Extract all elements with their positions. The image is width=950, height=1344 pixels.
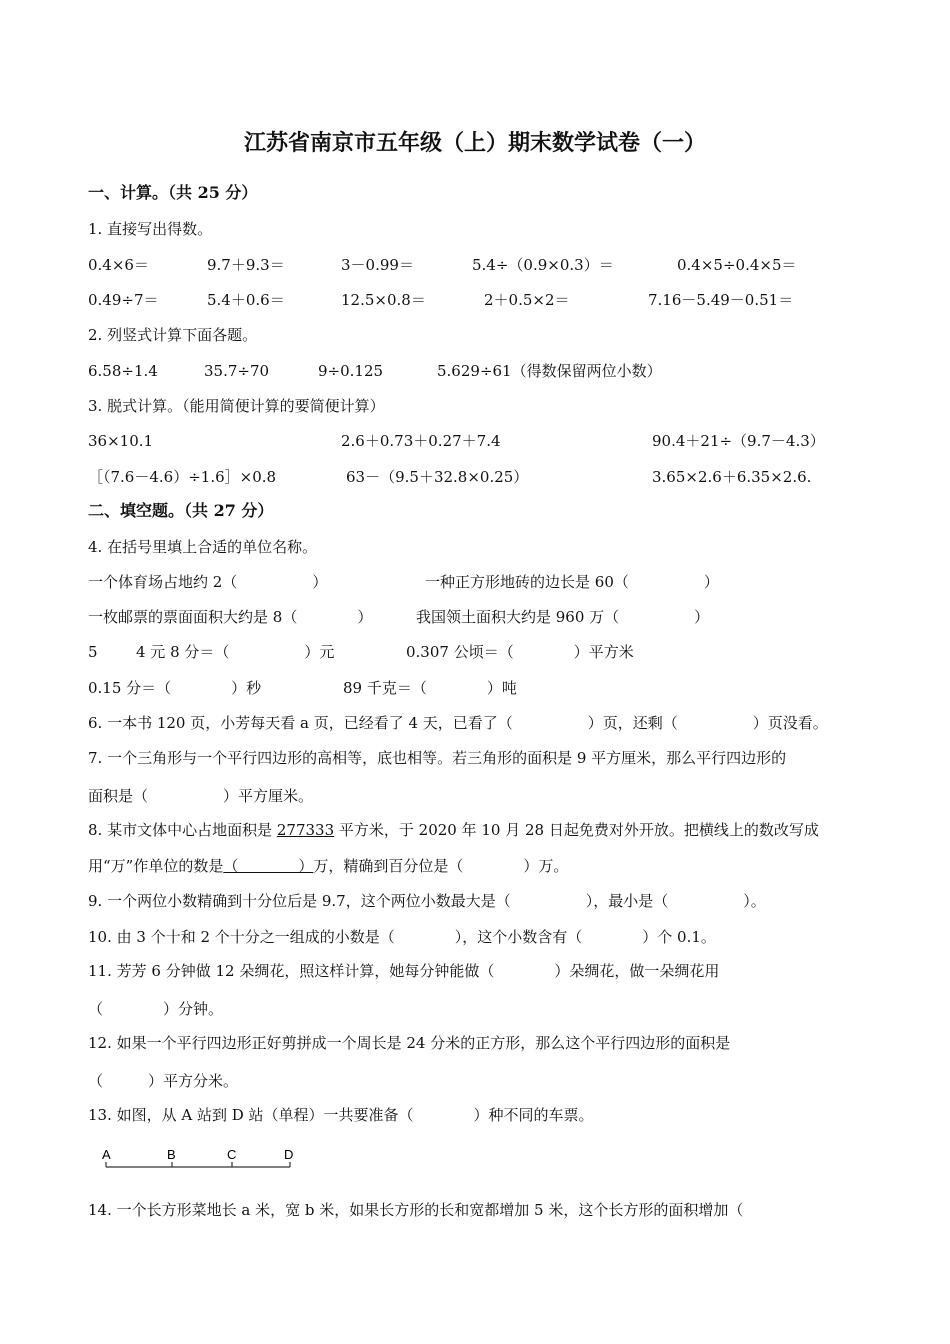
q1-label: 1. 直接写出得数。 bbox=[88, 220, 213, 238]
q7-text: 7. 一个三角形与一个平行四边形的高相等，底也相等。若三角形的面积是 9 平方厘米，那么平行四边形的 bbox=[88, 749, 787, 767]
q11-text: 11. 芳芳 6 分钟做 12 朵绸花，照这样计算，她每分钟能做（ ）朵绸花，做一朵绸花用 bbox=[88, 962, 720, 980]
q2-item: 5.629÷61（得数保留两位小数） bbox=[437, 362, 662, 380]
q3-item: 63－（9.5＋32.8×0.25） bbox=[346, 468, 529, 486]
q2-label: 2. 列竖式计算下面各题。 bbox=[88, 326, 258, 344]
section-2-heading: 二、填空题。（共 27 分） bbox=[88, 501, 274, 520]
q5-number: 5 bbox=[88, 643, 98, 661]
q8-l2a: 用“万”作单位的数是 bbox=[88, 857, 224, 875]
q5-blank: 0.15 分＝（ ）秒 bbox=[88, 679, 262, 697]
q6-text: 6. 一本书 120 页，小芳每天看 a 页，已经看了 4 天，已看了（ ）页，还剩（ ）页没看。 bbox=[88, 714, 828, 732]
q3-item: 2.6＋0.73＋0.27＋7.4 bbox=[341, 432, 501, 450]
q8-text bbox=[88, 856, 568, 876]
q1-item: 5.4÷（0.9×0.3）＝ bbox=[472, 256, 614, 274]
station-label-b: B bbox=[167, 1147, 176, 1162]
q7-text: 面积是（ ）平方厘米。 bbox=[88, 787, 314, 805]
q8-underlined-number: 277333 bbox=[276, 821, 335, 839]
q1-item: 0.49÷7＝ bbox=[88, 291, 159, 309]
q9-text: 9. 一个两位小数精确到十分位后是 9.7，这个两位小数最大是（ ），最小是（ ）。 bbox=[88, 892, 766, 910]
q1-item: 2＋0.5×2＝ bbox=[484, 291, 570, 309]
q11-text: （ ）分钟。 bbox=[88, 1000, 224, 1018]
q1-item: 0.4×6＝ bbox=[88, 256, 149, 274]
q4-blank: 一个体育场占地约 2（ ） bbox=[88, 573, 328, 591]
q1-item: 7.16－5.49－0.51＝ bbox=[648, 291, 794, 309]
q1-item: 5.4＋0.6＝ bbox=[207, 291, 285, 309]
q8-underlined-blank: （ ） bbox=[223, 857, 314, 875]
station-label-a: A bbox=[102, 1147, 111, 1162]
q4-blank: 我国领土面积大约是 960 万（ ） bbox=[416, 608, 710, 626]
q8-l2b: 万，精确到百分位是（ ）万。 bbox=[313, 857, 569, 875]
station-label-c: C bbox=[227, 1147, 237, 1162]
q10-text: 10. 由 3 个十和 2 个十分之一组成的小数是（ ），这个小数含有（ ）个 0.1。 bbox=[88, 928, 716, 946]
section-1-heading: 一、计算。（共 25 分） bbox=[88, 183, 258, 202]
q3-item: 3.65×2.6＋6.35×2.6. bbox=[652, 468, 812, 486]
station-label-d: D bbox=[284, 1147, 294, 1162]
q1-item: 12.5×0.8＝ bbox=[341, 291, 426, 309]
q5-blank: 4 元 8 分＝（ ）元 bbox=[136, 643, 335, 661]
q5-blank: 89 千克＝（ ）吨 bbox=[343, 679, 517, 697]
station-line-diagram bbox=[100, 1146, 300, 1174]
q3-item: 36×10.1 bbox=[88, 432, 154, 450]
q1-item: 0.4×5÷0.4×5＝ bbox=[677, 256, 797, 274]
page-title: 江苏省南京市五年级（上）期末数学试卷（一） bbox=[243, 130, 706, 156]
q3-label: 3. 脱式计算。（能用简便计算的要简便计算） bbox=[88, 397, 385, 415]
q14-text: 14. 一个长方形菜地长 a 米，宽 b 米，如果长方形的长和宽都增加 5 米，这个长方形的面积增加（ bbox=[88, 1201, 744, 1219]
q8-text bbox=[88, 820, 819, 840]
q3-item: 90.4＋21÷（9.7－4.3） bbox=[652, 432, 825, 450]
q4-label: 4. 在括号里填上合适的单位名称。 bbox=[88, 538, 318, 556]
q8-pre: 8. 某市文体中心占地面积是 bbox=[88, 821, 277, 839]
q2-item: 35.7÷70 bbox=[204, 362, 270, 380]
q12-text: 12. 如果一个平行四边形正好剪拼成一个周长是 24 分米的正方形，那么这个平行四边形的面积是 bbox=[88, 1034, 731, 1052]
q3-item: ［（7.6－4.6）÷1.6］×0.8 bbox=[88, 468, 277, 486]
q1-item: 9.7＋9.3＝ bbox=[207, 256, 285, 274]
q4-blank: 一枚邮票的票面面积大约是 8（ ） bbox=[88, 608, 373, 626]
q1-item: 3－0.99＝ bbox=[341, 256, 414, 274]
q5-blank: 0.307 公顷＝（ ）平方米 bbox=[406, 643, 634, 661]
q12-text: （ ）平方分米。 bbox=[88, 1072, 239, 1090]
q2-item: 6.58÷1.4 bbox=[88, 362, 158, 380]
q2-item: 9÷0.125 bbox=[318, 362, 384, 380]
q4-blank: 一种正方形地砖的边长是 60（ ） bbox=[425, 573, 719, 591]
q13-text: 13. 如图，从 A 站到 D 站（单程）一共要准备（ ）种不同的车票。 bbox=[88, 1106, 594, 1124]
q8-post: 平方米，于 2020 年 10 月 28 日起免费对外开放。把横线上的数改写成 bbox=[334, 821, 819, 839]
